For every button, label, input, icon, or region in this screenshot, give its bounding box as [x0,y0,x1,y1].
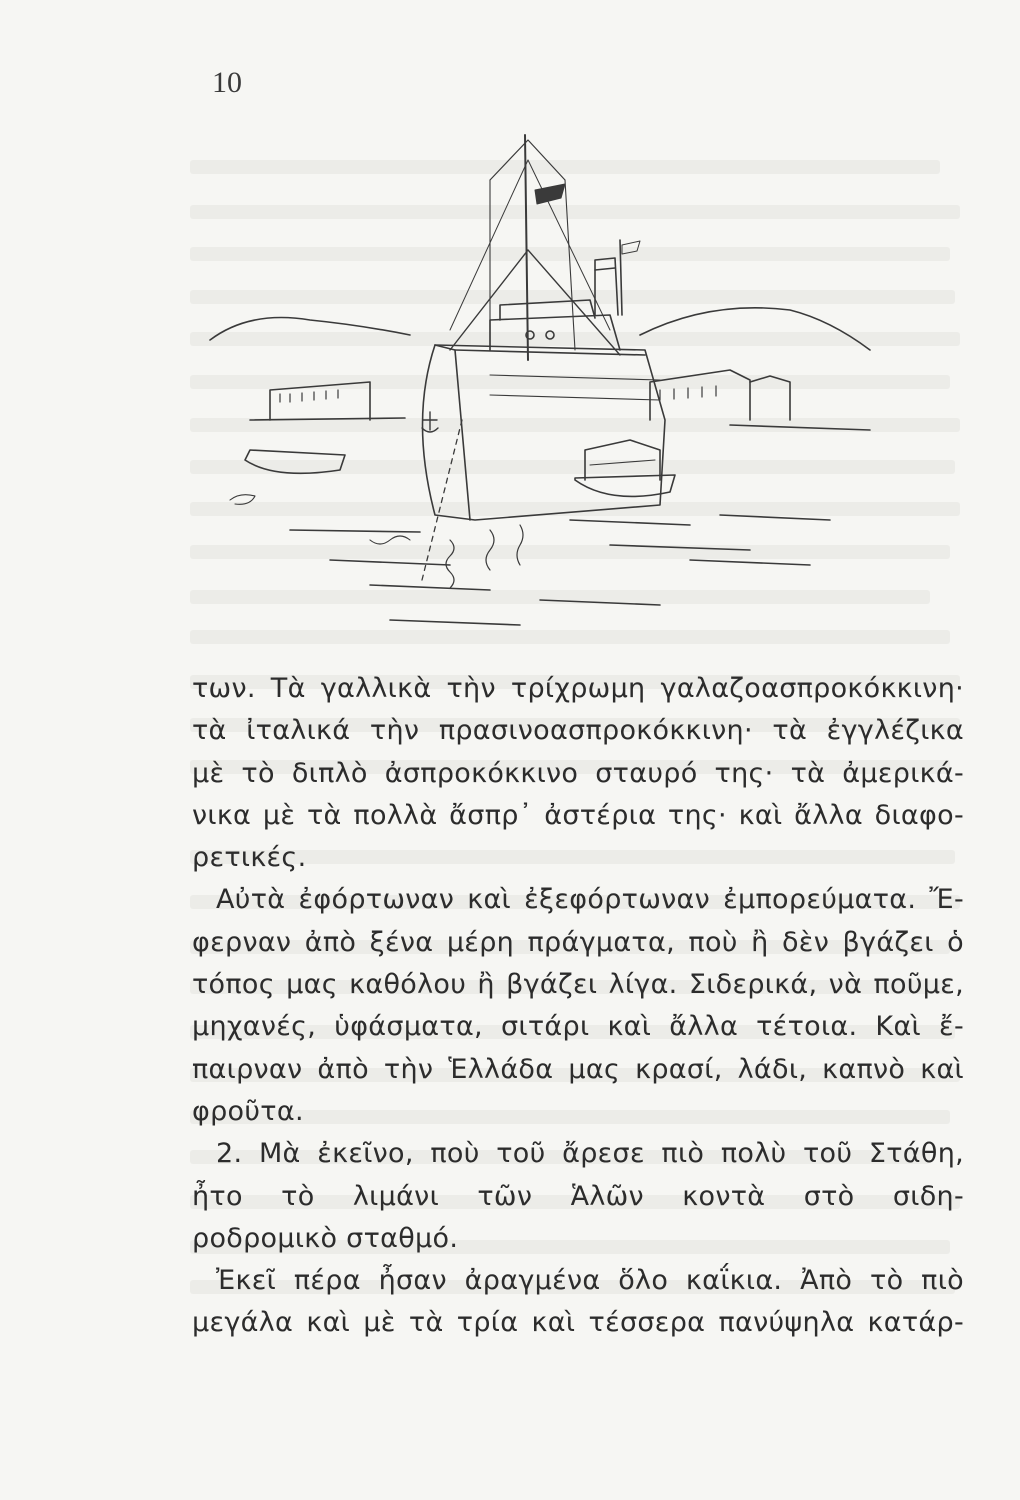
text-line: τὰ ἰταλικά τὴν πρασινοασπροκόκκινη· τὰ ἐγγλέζικα [192,715,964,747]
text-line: νικα μὲ τὰ πολλὰ ἄσπρ᾿ ἀστέρια της· καὶ ἄλλα διαφο- [192,799,964,831]
text-line: φροῦτα. [192,1095,304,1127]
text-line: φερναν ἀπὸ ξένα μέρη πράγματα, ποὺ ἢ δὲν βγάζει ὁ [192,926,964,958]
text-line: παιρναν ἀπὸ τὴν Ἑλλάδα μας κρασί, λάδι, καπνὸ καὶ [192,1053,964,1085]
body-text [192,668,964,1345]
text-line: Ἐκεῖ πέρα ἦσαν ἀραγμένα ὅλο καΐκια. Ἀπὸ τὸ πιὸ [216,1265,964,1297]
text-line: των. Τὰ γαλλικὰ τὴν τρίχρωμη γαλαζοασπροκόκκινη· [192,673,964,704]
text-line: 2. Μὰ ἐκεῖνο, ποὺ τοῦ ἄρεσε πιὸ πολὺ τοῦ Στάθη, [216,1138,964,1170]
ship-illustration [190,120,970,640]
text-line: μηχανές, ὑφάσματα, σιτάρι καὶ ἄλλα τέτοια. Καὶ ἔ- [192,1011,964,1043]
text-line: ἦτο τὸ λιμάνι τῶν Ἁλῶν κοντὰ στὸ σιδη- [192,1180,964,1212]
text-line: ροδρομικὸ σταθμό. [192,1222,459,1254]
text-line: μεγάλα καὶ μὲ τὰ τρία καὶ τέσσερα πανύψηλα κατάρ- [192,1307,964,1339]
text-line: Αὐτὰ ἐφόρτωναν καὶ ἐξεφόρτωναν ἐμπορεύματα. Ἔ- [216,884,964,916]
text-line: ρετικές. [192,842,307,874]
text-line: μὲ τὸ διπλὸ ἀσπροκόκκινο σταυρό της· τὰ ἀμερικά- [192,757,964,789]
page-number: 10 [212,66,242,99]
text-line: τόπος μας καθόλου ἢ βγάζει λίγα. Σιδερικά, νὰ ποῦμε, [192,969,964,1001]
